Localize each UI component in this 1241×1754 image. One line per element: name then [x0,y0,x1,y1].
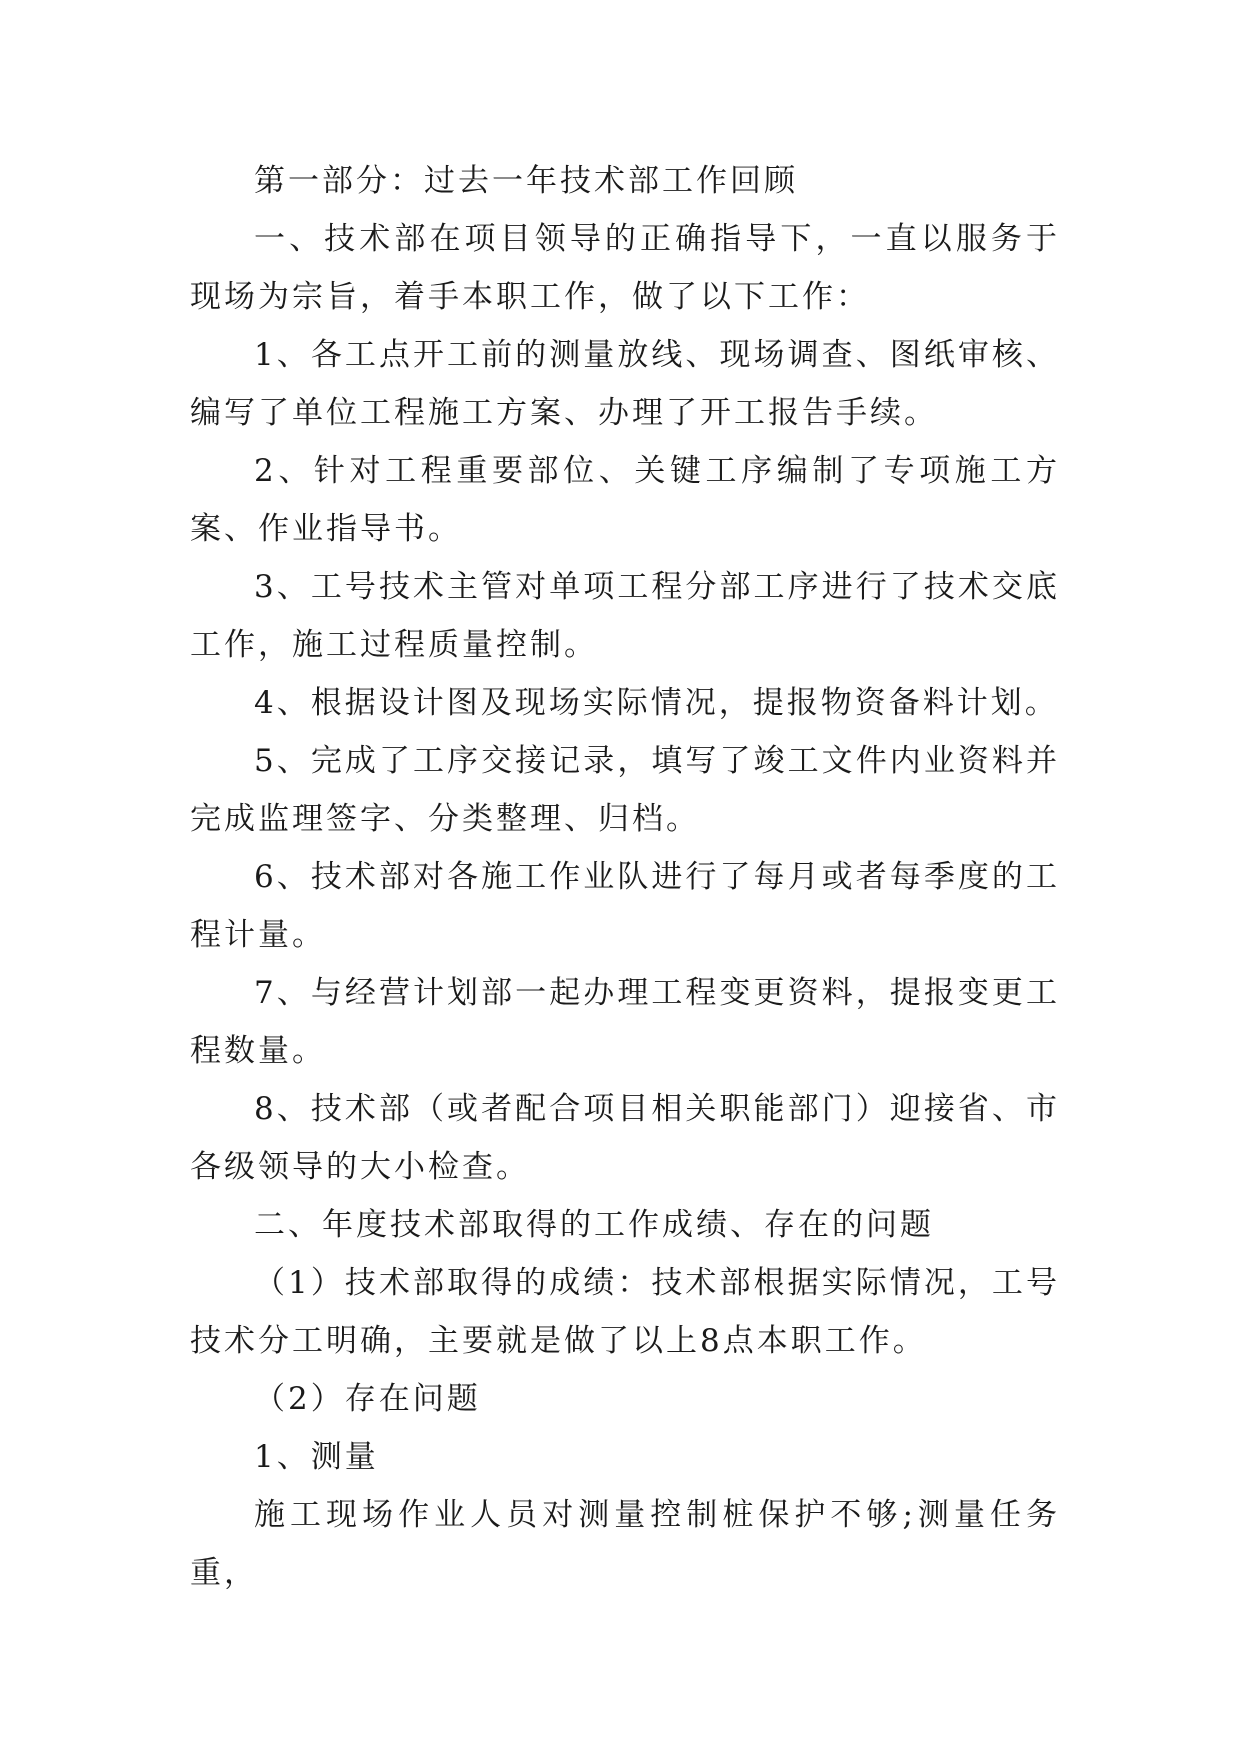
list-item: 3、工号技术主管对单项工程分部工序进行了技术交底工作，施工过程质量控制。 [190,569,1060,663]
section-heading-part-one: 第一部分：过去一年技术部工作回顾 [254,163,798,199]
problem-item-text: 施工现场作业人员对测量控制桩保护不够;测量任务重， [190,1497,1060,1591]
list-item: 8、技术部（或者配合项目相关职能部门）迎接省、市各级领导的大小检查。 [190,1091,1060,1185]
list-item: 2、针对工程重要部位、关键工序编制了专项施工方案、作业指导书。 [190,453,1060,547]
section-heading-achievements: 二、年度技术部取得的工作成绩、存在的问题 [254,1207,934,1243]
subsection-achievements: （1）技术部取得的成绩：技术部根据实际情况，工号技术分工明确，主要就是做了以上8点本职工作。 [190,1265,1060,1359]
list-item: 6、技术部对各施工作业队进行了每月或者每季度的工程计量。 [190,859,1060,953]
subsection-problems: （2）存在问题 [254,1381,481,1417]
list-item: 4、根据设计图及现场实际情况，提报物资备料计划。 [254,685,1059,721]
document-body [190,152,1060,1602]
list-item: 5、完成了工序交接记录，填写了竣工文件内业资料并完成监理签字、分类整理、归档。 [190,743,1060,837]
list-item: 1、各工点开工前的测量放线、现场调查、图纸审核、编写了单位工程施工方案、办理了开工报告手续。 [190,337,1060,431]
section-heading-work-done: 一、技术部在项目领导的正确指导下，一直以服务于现场为宗旨，着手本职工作，做了以下工作： [190,221,1060,315]
problem-item-heading: 1、测量 [254,1439,379,1475]
list-item: 7、与经营计划部一起办理工程变更资料，提报变更工程数量。 [190,975,1060,1069]
